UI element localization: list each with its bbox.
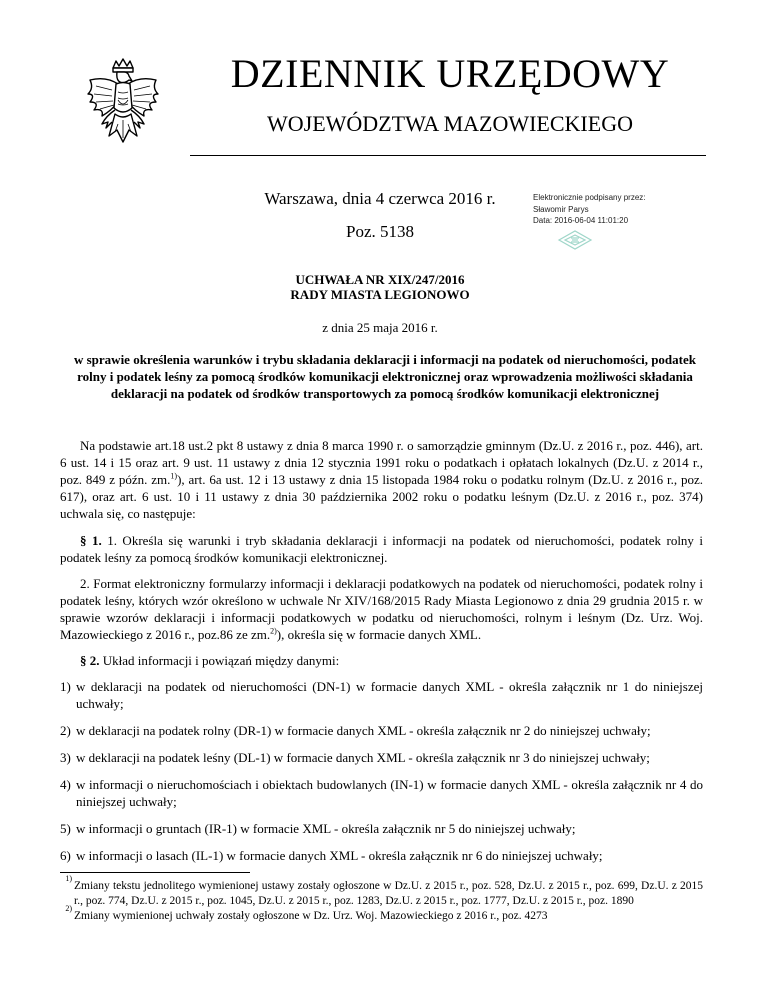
position-number: Poz. 5138	[346, 222, 414, 241]
signature-date: Data: 2016-06-04 11:01:20	[533, 216, 629, 225]
footnote-text: Zmiany wymienionej uchwały zostały ogłoszone w Dz. Urz. Woj. Mazowieckiego z 2016 r., poz. 4273	[74, 910, 548, 922]
footnote-mark: 2)	[65, 904, 72, 913]
footnotes	[50, 874, 703, 924]
journal-subtitle: WOJEWÓDZTWA MAZOWIECKIEGO	[267, 111, 633, 136]
resolution-subject: w sprawie określenia warunków i trybu składania deklaracji i informacji na podatek od nieruchomości, podatek rolny i podatek leśny za pomocą środków komunikacji elektronicznej oraz wprowadzenia możliwości składania deklaracji na podatek od środków transportowych za pomocą środków komunikacji elektronicznej	[73, 352, 696, 401]
list-item	[60, 749, 703, 766]
section-1-p2-text-a: 2. Format elektroniczny formularzy informacji i deklaracji podatkowych na podatek od nieruchomości, podatek rolny i podatek leśny, których wzór określono w uchwale Nr XIV/168/2015 Rady Miasta Legionowo z dnia 29 grudnia 2015 r. w sprawie wzorów deklaracji i informacji podatkowych w podatku od nieruchomości, rolnym i leśnym (Dz. Urz. Woj. Mazowieckiego z 2016 r., poz.86 ze zm.	[60, 576, 703, 642]
electronic-signature-block	[533, 192, 733, 227]
journal-title: DZIENNIK URZĘDOWY	[230, 51, 670, 96]
polish-eagle-emblem-icon	[82, 58, 164, 156]
list-item-text: w informacji o lasach (IL-1) w formacie danych XML - określa załącznik nr 6 do niniejszej uchwały;	[76, 848, 603, 863]
list-item-number: 5)	[60, 821, 71, 836]
section-1-paragraph-1	[60, 532, 703, 566]
signature-label: Elektronicznie podpisany przez:	[533, 193, 646, 202]
list-item-text: w deklaracji na podatek od nieruchomości (DN-1) w formacie danych XML - określa załącznik nr 1 do niniejszej uchwały;	[76, 679, 703, 711]
footnote-text: Zmiany tekstu jednolitego wymienionej ustawy zostały ogłoszone w Dz.U. z 2015 r., poz. 528, Dz.U. z 2015 r., poz. 699, Dz.U. z 2015 r., poz. 774, Dz.U. z 2015 r., poz. 1045, Dz.U. z 2015 r., poz. 1283, Dz.U. z 2015 r., poz. 1777, Dz.U. z 2015 r., poz. 1890	[74, 880, 703, 907]
resolution-title	[120, 272, 640, 302]
list-item-number: 1)	[60, 679, 71, 694]
preamble-text-b: ), art. 6a ust. 12 i 13 ustawy z dnia 15 listopada 1984 roku o podatku rolnym (Dz.U. z 2016 r., poz. 617), oraz art. 6 ust. 10 i 11 ustawy z dnia 30 października 2002 roku o podatku leśnym (Dz.U. z 2016 r., poz. 374) uchwala się, co następuje:	[60, 472, 703, 521]
footnote	[50, 874, 703, 909]
resolution-date: z dnia 25 maja 2016 r.	[322, 320, 438, 335]
list-item	[60, 678, 703, 712]
section-2-intro	[60, 652, 703, 669]
section-1-p2-text-b: ), określa się w formacie danych XML.	[276, 627, 482, 642]
list-item	[60, 820, 703, 837]
section-1-label: § 1.	[80, 533, 102, 548]
footnote	[50, 904, 703, 924]
signature-signer: Sławomir Parys	[533, 204, 589, 214]
list-item	[60, 847, 703, 864]
section-2-label: § 2.	[80, 653, 100, 668]
footnote-ref-2: 2)	[270, 626, 277, 636]
list-item-text: w deklaracji na podatek rolny (DR-1) w formacie danych XML - określa załącznik nr 2 do niniejszej uchwały;	[76, 723, 651, 738]
list-item-number: 3)	[60, 750, 71, 765]
footnote-divider	[60, 872, 250, 873]
footnote-ref-1: 1)	[170, 471, 178, 481]
list-item-text: w informacji o nieruchomościach i obiektach budowlanych (IN-1) w formacie danych XML - określa załącznik nr 4 do niniejszej uchwały;	[76, 777, 703, 809]
list-item	[60, 722, 703, 739]
list-item-text: w informacji o gruntach (IR-1) w formacie XML - określa załącznik nr 5 do niniejszej uchwały;	[76, 821, 576, 836]
list-item-text: w deklaracji na podatek leśny (DL-1) w formacie danych XML - określa załącznik nr 3 do niniejszej uchwały;	[76, 750, 650, 765]
publication-date: Warszawa, dnia 4 czerwca 2016 r.	[264, 189, 496, 208]
signature-stamp-icon	[557, 229, 593, 251]
section-2-list	[60, 678, 703, 864]
header-divider	[190, 155, 706, 156]
preamble-paragraph	[60, 437, 703, 522]
list-item-number: 6)	[60, 848, 71, 863]
list-item	[60, 776, 703, 810]
section-1-paragraph-2	[60, 575, 703, 643]
resolution-number: UCHWAŁA NR XIX/247/2016	[295, 272, 465, 287]
list-item-number: 2)	[60, 723, 71, 738]
section-2-text: Układ informacji i powiązań między danymi:	[99, 653, 340, 668]
list-item-number: 4)	[60, 777, 71, 792]
resolution-body: RADY MIASTA LEGIONOWO	[290, 287, 470, 302]
section-1-text: 1. Określa się warunki i tryb składania deklaracji i informacji na podatek od nieruchomości, podatek rolny i podatek leśny za pomocą środków komunikacji elektronicznej.	[60, 533, 704, 565]
footnote-mark: 1)	[65, 874, 72, 883]
preamble-text-a: Na podstawie art.18 ust.2 pkt 8 ustawy z dnia 8 marca 1990 r. o samorządzie gminnym (Dz.U. z 2016 r., poz. 446), art. 6 ust. 14 i 15 oraz art. 9 ust. 11 ustawy z dnia 12 stycznia 1991 roku o podatkach i opłatach lokalnych (Dz.U. z 2014 r., poz. 849 z późn. zm.	[60, 438, 703, 487]
document-body	[60, 437, 703, 874]
